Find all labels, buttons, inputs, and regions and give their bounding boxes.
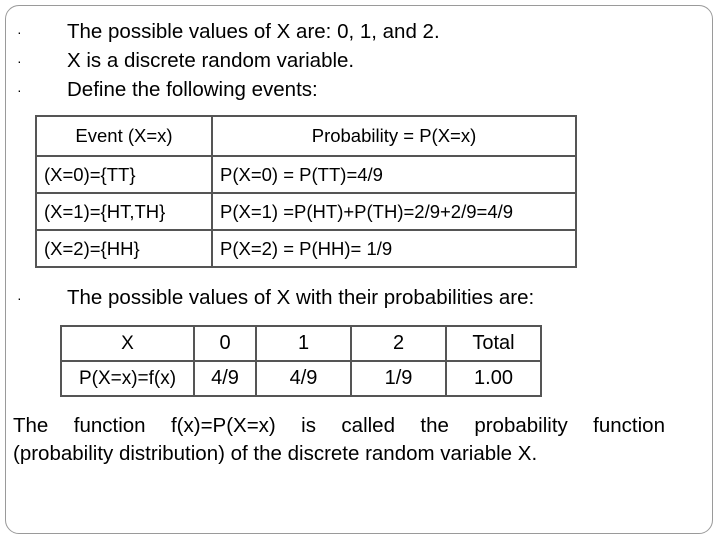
bullet-item [0, 46, 700, 76]
bullet-text: Define the following events: [67, 78, 318, 101]
table-row [36, 193, 576, 230]
x-value-cell: 1 [256, 326, 351, 361]
event-cell: (X=2)={HH} [36, 230, 212, 267]
bullet-item [0, 17, 700, 47]
events-table-header [36, 116, 576, 156]
header-probability: Probability = P(X=x) [212, 116, 576, 156]
table-row [36, 230, 576, 267]
bullet-text: X is a discrete random variable. [67, 49, 355, 72]
fx-value-cell: 1/9 [351, 361, 446, 396]
fx-value-cell: 4/9 [256, 361, 351, 396]
x-value-cell: 0 [194, 326, 256, 361]
fx-total-cell: 1.00 [446, 361, 541, 396]
bullet-marker: · [17, 53, 22, 69]
events-table [35, 115, 577, 268]
bullet-marker: · [17, 82, 22, 98]
bullet-marker: · [17, 24, 22, 40]
bullet-item [0, 75, 700, 105]
table-row [61, 326, 541, 361]
header-event: Event (X=x) [36, 116, 212, 156]
event-cell: (X=0)={TT} [36, 156, 212, 193]
conclusion-line-1: The function f(x)=P(X=x) is called the probability function [13, 414, 665, 437]
x-label-cell: X [61, 326, 194, 361]
conclusion-line-2: (probability distribution) of the discrete random variable X. [13, 442, 538, 465]
probability-cell: P(X=1) =P(HT)+P(TH)=2/9+2/9=4/9 [212, 193, 576, 230]
event-cell: (X=1)={HT,TH} [36, 193, 212, 230]
table-row [36, 156, 576, 193]
x-total-cell: Total [446, 326, 541, 361]
bullet-text: The possible values of X with their probabilities are: [67, 286, 535, 309]
table-row [61, 361, 541, 396]
bullet-item [0, 283, 700, 313]
bullet-marker: · [17, 290, 22, 306]
x-value-cell: 2 [351, 326, 446, 361]
bullet-text: The possible values of X are: 0, 1, and 2. [67, 20, 440, 43]
fx-label-cell: P(X=x)=f(x) [61, 361, 194, 396]
fx-value-cell: 4/9 [194, 361, 256, 396]
probability-cell: P(X=2) = P(HH)= 1/9 [212, 230, 576, 267]
probability-cell: P(X=0) = P(TT)=4/9 [212, 156, 576, 193]
conclusion-paragraph [13, 412, 665, 468]
distribution-table [60, 325, 542, 397]
